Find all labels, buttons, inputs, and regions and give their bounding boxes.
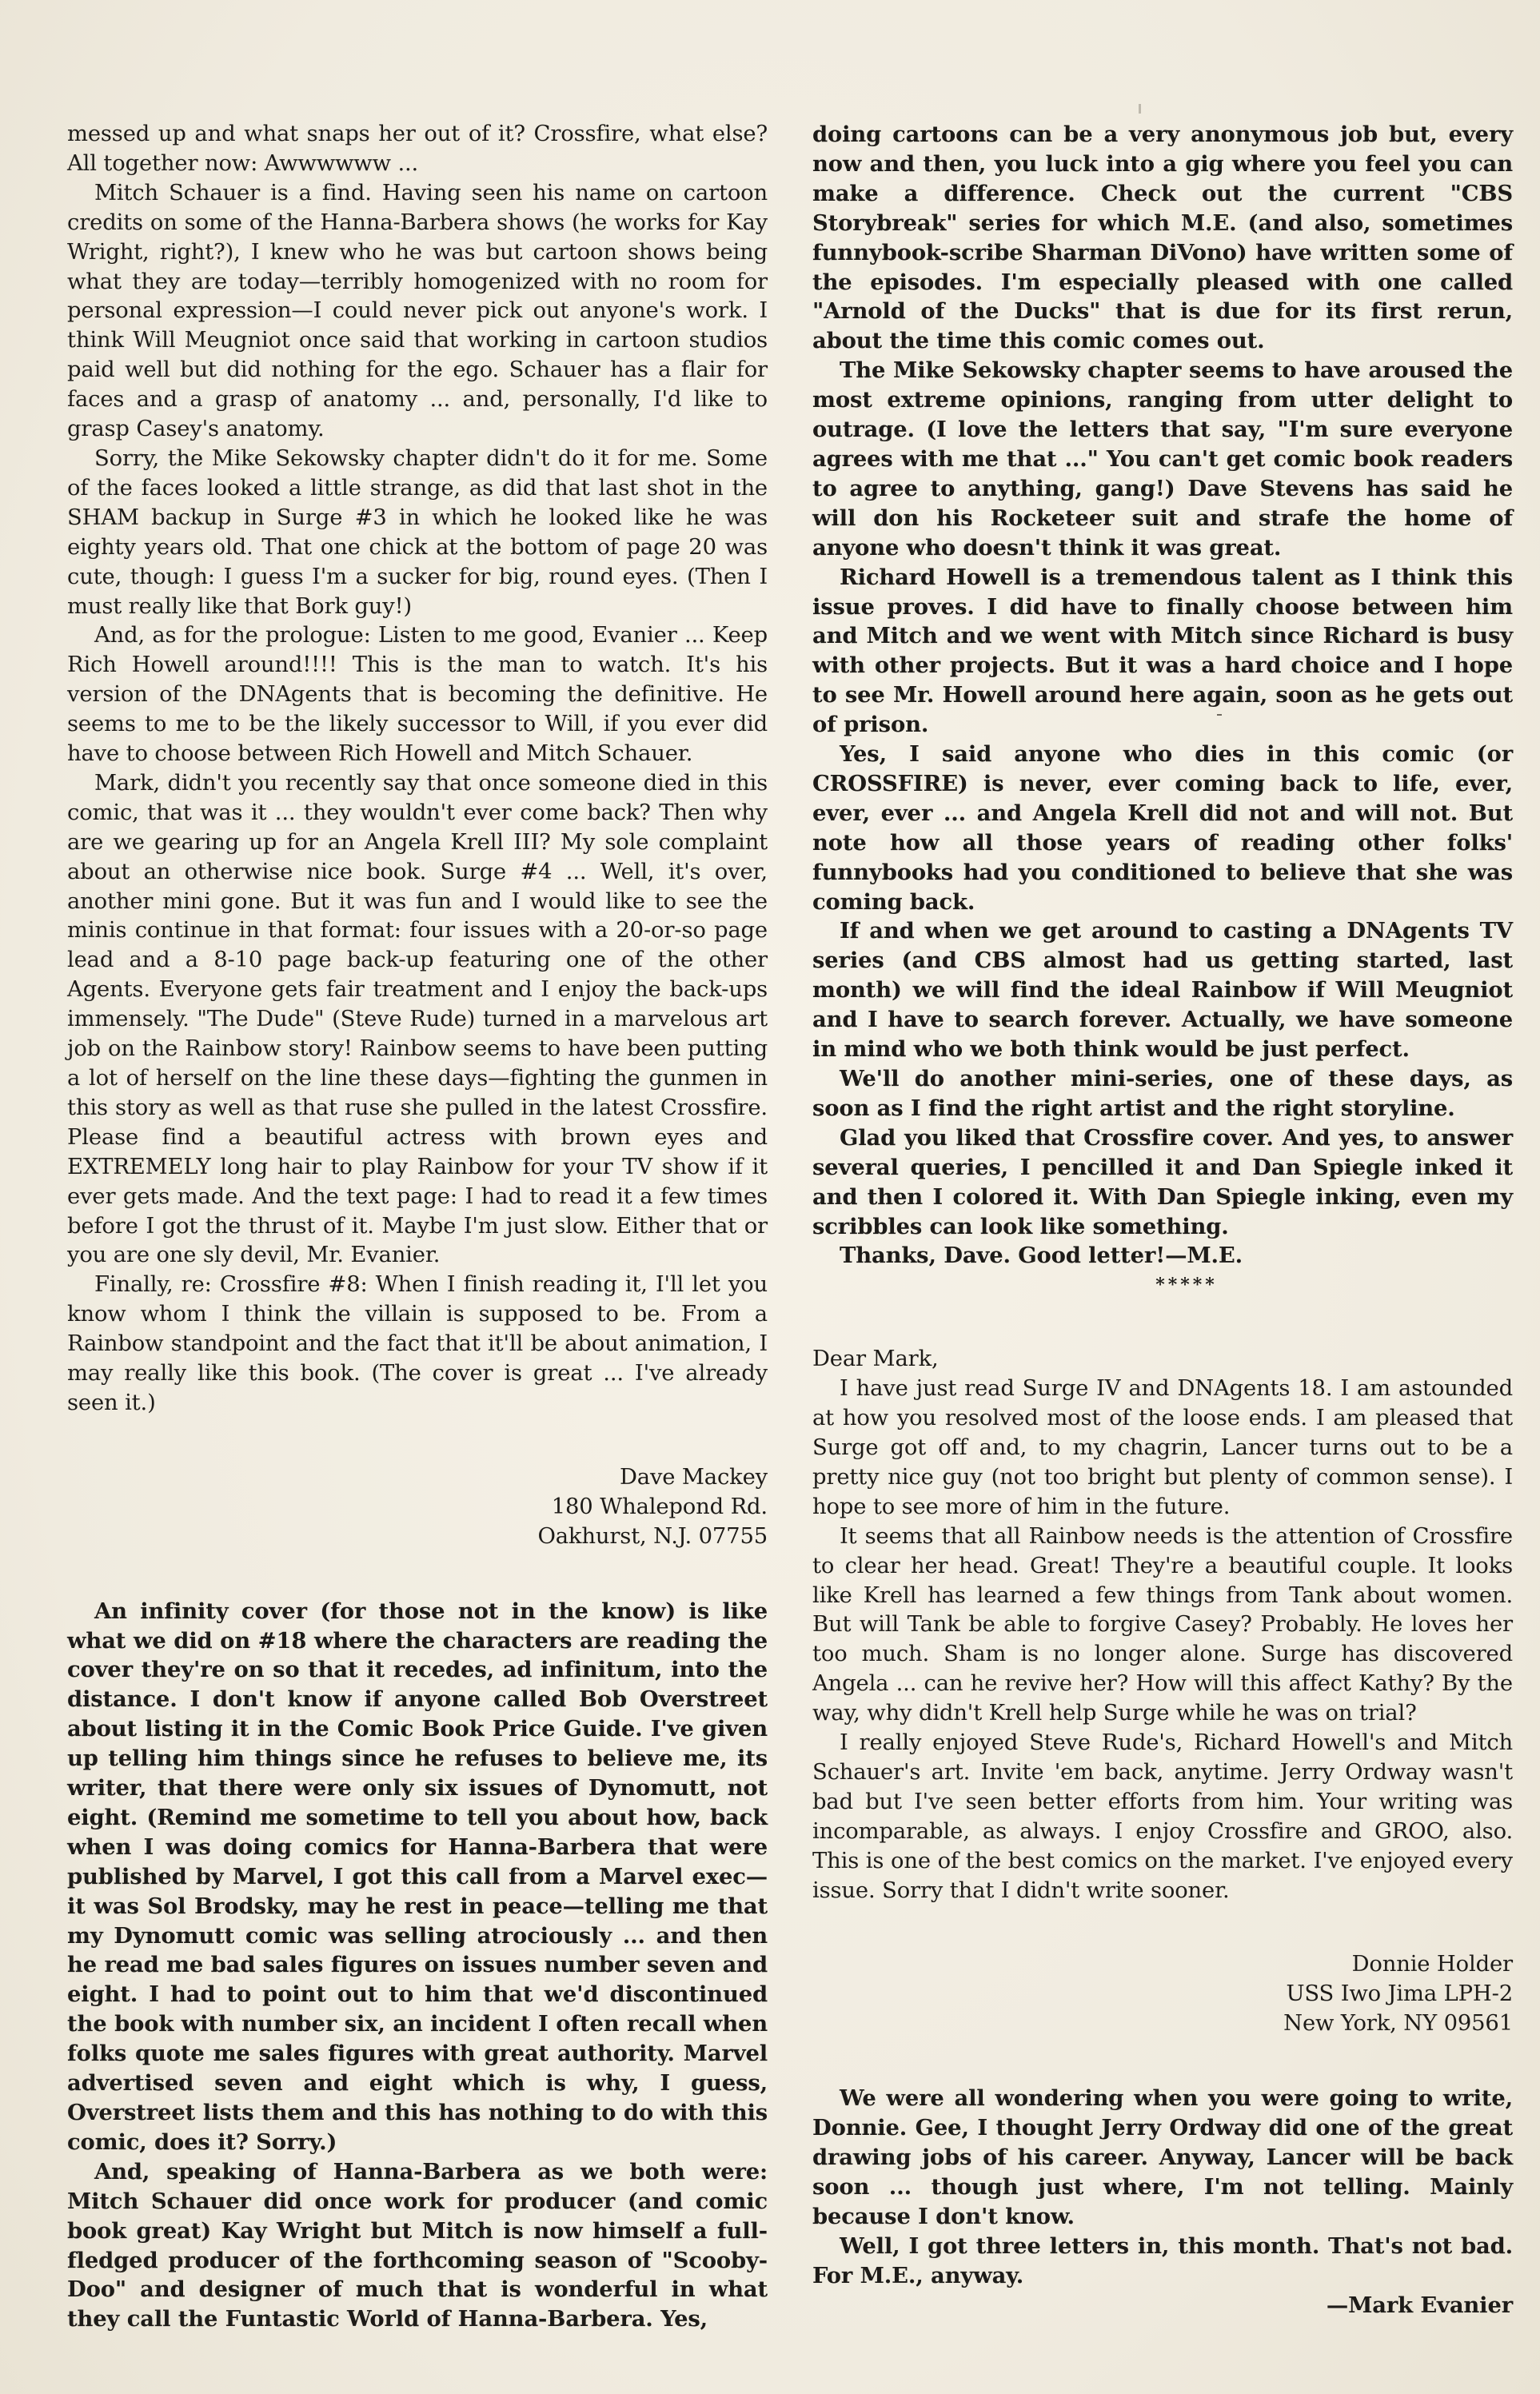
letter-paragraph: Mitch Schauer is a find. Having seen his name on cartoon credits on some of the Hanna-Barbera shows (he works for Kay Wright, right?), I knew who he was but cartoon shows being what they are today—terribly homogenized with no room for personal expression—I could never pick out anyone's work. I think Will Meugniot once said that working in cartoon studios paid well but did nothing for the ego. Schauer has a flair for faces and a grasp of anatomy ... and, personally, I'd like to grasp Casey's anatomy.: [67, 180, 768, 442]
signature-name: Donnie Holder: [1351, 1952, 1513, 1977]
editor-reply-paragraph: doing cartoons can be a very anonymous job but, every now and then, you luck into a gig where you feel you can make a difference. Check out the current "CBS Storybreak" series for which M.E. (and also, sometimes funnybook-scribe Sharman DiVono) have written some of the episodes. I'm especially pleased with one called "Arnold of the Ducks" that is due for its first rerun, about the time this comic comes out.: [812, 122, 1513, 354]
letter-paragraph: Sorry, the Mike Sekowsky chapter didn't do it for me. Some of the faces looked a little strange, as did that last shot in the SHAM backup in Surge #3 in which he looked like he was eighty years old. That one chick at the bottom of page 20 was cute, though: I guess I'm a sucker for big, round eyes. (Then I must really like that Bork guy!): [67, 445, 768, 619]
letter-paragraph: messed up and what snaps her out of it? Crossfire, what else? All together now: Awwwwww ...: [67, 122, 768, 176]
signature-block: [812, 1950, 1513, 2039]
signature-block: [67, 1463, 768, 1552]
signature-name: Dave Mackey: [619, 1464, 768, 1490]
editor-reply-paragraph: We'll do another mini-series, one of these days, as soon as I find the right artist and the right storyline.: [812, 1066, 1513, 1121]
letter-paragraph: Finally, re: Crossfire #8: When I finish reading it, I'll let you know whom I think the villain is supposed to be. From a Rainbow standpoint and the fact that it'll be about animation, I may really like this book. (The cover is great ... I've already seen it.): [67, 1272, 768, 1415]
signature-address: USS Iwo Jima LPH-2: [1286, 1981, 1513, 2007]
letter-salutation: Dear Mark,: [812, 1347, 939, 1372]
editor-reply-paragraph: And, speaking of Hanna-Barbera as we both were: Mitch Schauer did once work for producer (and comic book great) Kay Wright but Mitch is now himself a full-fledged producer of the forthcoming season of "Scooby-Doo" and designer of much that is wonderful in what they call the Funtastic World of Hanna-Barbera. Yes,: [67, 2158, 768, 2332]
letter-paragraph: Mark, didn't you recently say that once someone died in this comic, that was it ... they wouldn't ever come back? Then why are we gearing up for an Angela Krell III? My sole complaint about an otherwise nice book. Surge #4 ... Well, it's over, another mini gone. But it was fun and I would like to see the minis continue in that format: four issues with a 20-or-so page lead and a 8-10 page back-up featuring one of the other Agents. Everyone gets fair treatment and I enjoy the back-ups immensely. "The Dude" (Steve Rude) turned in a marvelous art job on the Rainbow story! Rainbow seems to have been putting a lot of herself on the line these days—fighting the gunmen in this story as well as that ruse she pulled in the latest Crossfire. Please find a beautiful actress with brown eyes and EXTREMELY long hair to play Rainbow for your TV show if it ever gets made. And the text page: I had to read it a few times before I got the thrust of it. Maybe I'm just slow. Either that or you are one sly devil, Mr. Evanier.: [67, 770, 768, 1268]
signature-city: Oakhurst, N.J. 07755: [537, 1523, 768, 1549]
editor-reply-signoff: Thanks, Dave. Good letter!—M.E.: [840, 1243, 1243, 1269]
editor-signature: —Mark Evanier: [1326, 2292, 1513, 2318]
letter-paragraph: I really enjoyed Steve Rude's, Richard Howell's and Mitch Schauer's art. Invite 'em back, anytime. Jerry Ordway wasn't bad but I've seen better efforts from him. Your writing was incomparable, as always. I enjoy Crossfire and GROO, also. This is one of the best comics on the market. I've enjoyed every issue. Sorry that I didn't write sooner.: [812, 1730, 1513, 1903]
left-column: [67, 120, 768, 2334]
letter-paragraph: I have just read Surge IV and DNAgents 18. I am astounded at how you resolved most of the loose ends. I am pleased that Surge got off and, to my chagrin, Lancer turns out to be a pretty nice guy (not too bright but plenty of common sense). I hope to see more of him in the future.: [812, 1376, 1513, 1519]
editor-reply-paragraph: The Mike Sekowsky chapter seems to have aroused the most extreme opinions, ranging from utter delight to outrage. (I love the letters that say, "I'm sure everyone agrees with me that ..." You can't get comic book readers to agree to anything, gang!) Dave Stevens has said he will don his Rocketeer suit and strafe the home of anyone who doesn't think it was great.: [812, 357, 1513, 561]
print-mark: [1139, 104, 1141, 114]
right-column: [812, 120, 1513, 2320]
signature-city: New York, NY 09561: [1283, 2011, 1513, 2037]
editor-reply-paragraph: Richard Howell is a tremendous talent as I think this issue proves. I did have to finally choose between him and Mitch and we went with Mitch since Richard is busy with other projects. But it was a hard choice and I hope to see Mr. Howell around here again, soon as he gets out of prison.: [812, 564, 1513, 738]
letter-paragraph: It seems that all Rainbow needs is the attention of Crossfire to clear her head. Great! They're a beautiful couple. It looks like Krell has learned a few things from Tank about women. But will Tank be able to forgive Casey? Probably. He loves her too much. Sham is no longer alone. Surge has discovered Angela ... can he revive her? How will this affect Kathy? By the way, why didn't Krell help Surge while he was on trial?: [812, 1523, 1513, 1726]
editor-reply-paragraph: Yes, I said anyone who dies in this comic (or CROSSFIRE) is never, ever coming back to life, ever, ever, ever ... and Angela Krell did not and will not. But note how all those years of reading other folks' funnybooks had you conditioned to believe that she was coming back.: [812, 741, 1513, 915]
section-separator: *****: [1155, 1275, 1218, 1296]
letter-paragraph: And, as for the prologue: Listen to me good, Evanier ... Keep Rich Howell around!!!! This is the man to watch. It's his version of the DNAgents that is becoming the definitive. He seems to me to be the likely successor to Will, if you ever did have to choose between Rich Howell and Mitch Schauer.: [67, 623, 768, 767]
editor-reply-paragraph: An infinity cover (for those not in the know) is like what we did on #18 where the characters are reading the cover they're on so that it recedes, ad infinitum, into the distance. I don't know if anyone called Bob Overstreet about listing it in the Comic Book Price Guide. I've given up telling him things since he refuses to believe me, its writer, that there were only six issues of Dynomutt, not eight. (Remind me sometime to tell you about how, back when I was doing comics for Hanna-Barbera that were published by Marvel, I got this call from a Marvel exec—it was Sol Brodsky, may he rest in peace—telling me that my Dynomutt comic was selling atrociously ... and then he read me bad sales figures on issues number seven and eight. I had to point out to him that we'd discontinued the book with number six, an incident I often recall when folks quote me sales figures with great authority. Marvel advertised seven and eight which is why, I guess, Overstreet lists them and this has nothing to do with this comic, does it? Sorry.): [67, 1598, 768, 2155]
editor-reply-paragraph: Well, I got three letters in, this month. That's not bad. For M.E., anyway.: [812, 2232, 1513, 2288]
editor-reply-paragraph: We were all wondering when you were going to write, Donnie. Gee, I thought Jerry Ordway did one of the great drawing jobs of his career. Anyway, Lancer will be back soon ... though just where, I'm not telling. Mainly because I don't know.: [812, 2085, 1513, 2229]
editor-reply-paragraph: Glad you liked that Crossfire cover. And yes, to answer several queries, I pencilled it and Dan Spiegle inked it and then I colored it. With Dan Spiegle inking, even my scribbles can look like something.: [812, 1124, 1513, 1239]
editor-reply-paragraph: If and when we get around to casting a DNAgents TV series (and CBS almost had us getting started, last month) we will find the ideal Rainbow if Will Meugniot and I have to search forever. Actually, we have someone in mind who we both think would be just perfect.: [812, 918, 1513, 1063]
signature-address: 180 Whalepond Rd.: [551, 1494, 768, 1519]
